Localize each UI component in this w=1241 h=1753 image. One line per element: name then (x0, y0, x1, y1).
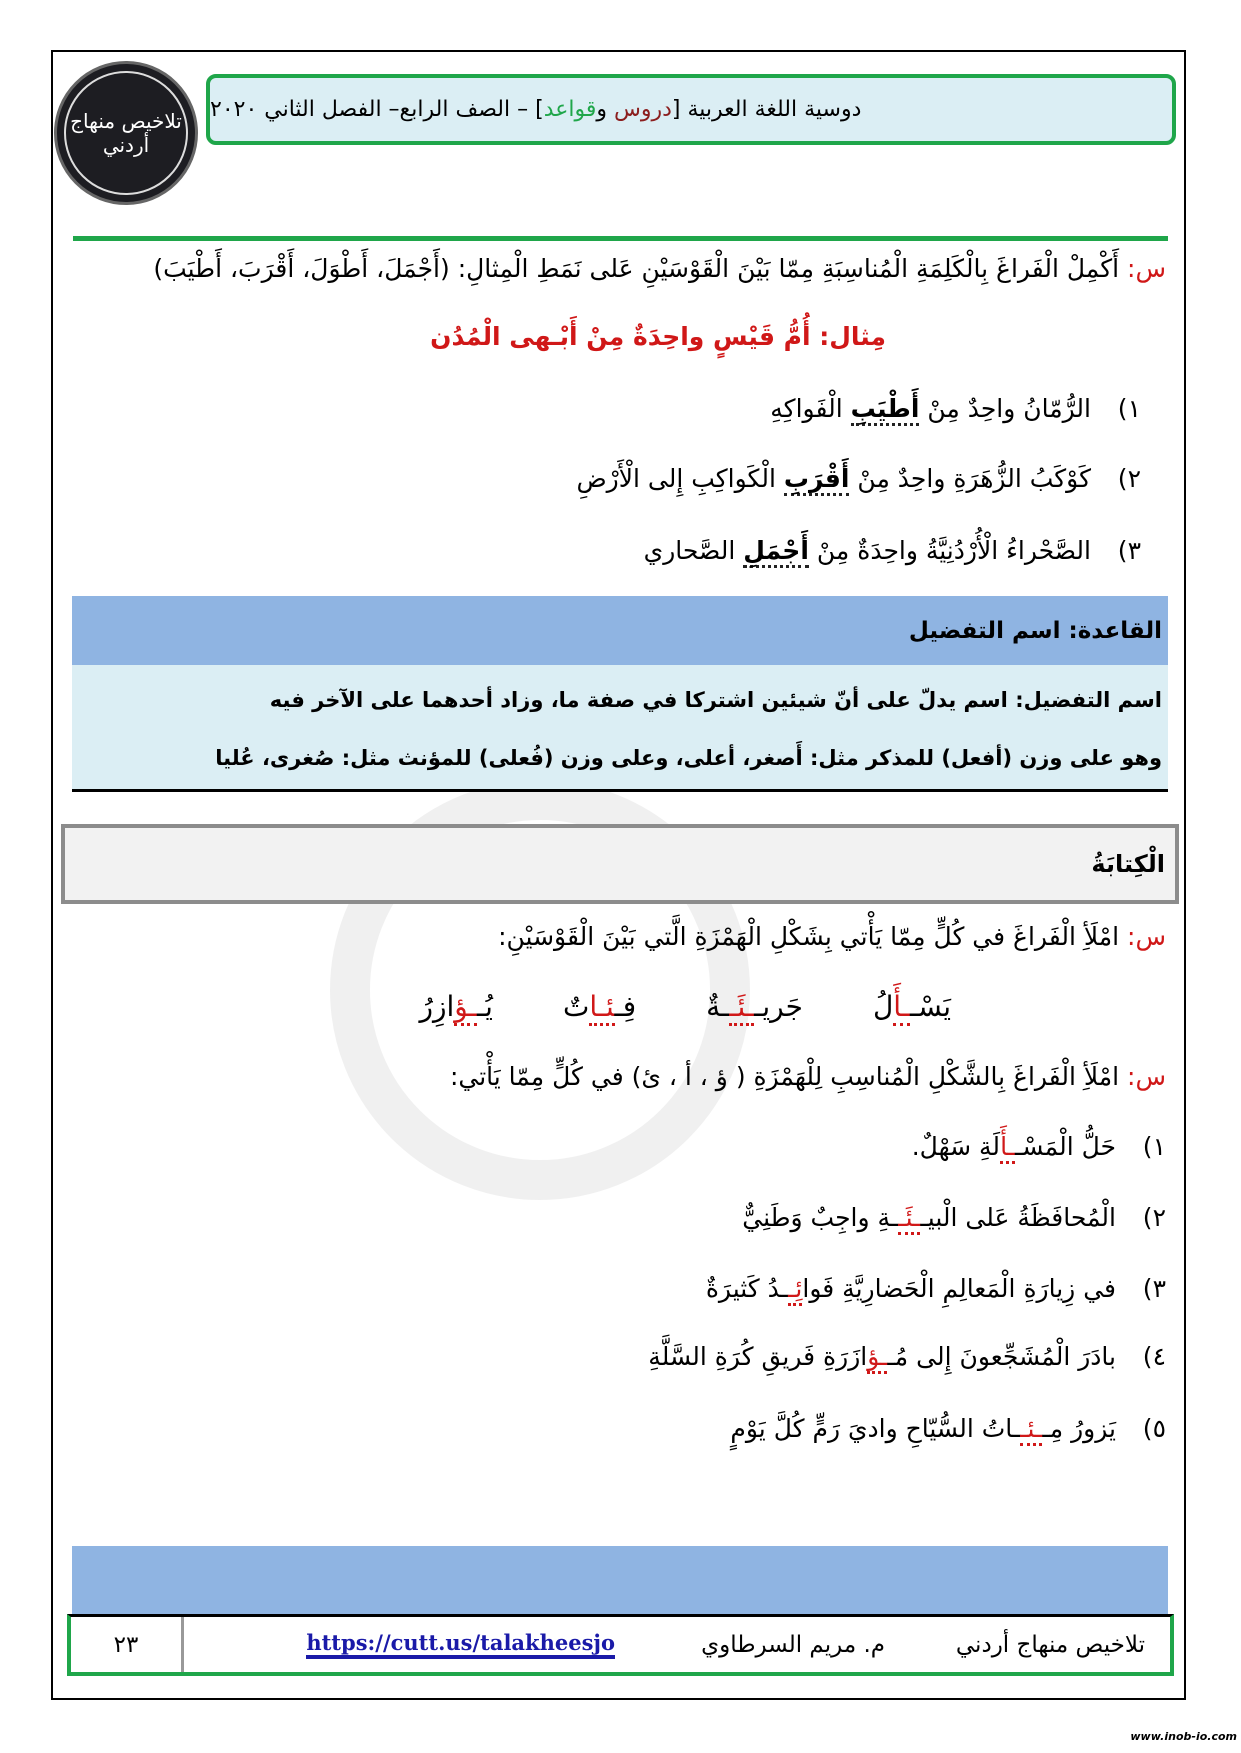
logo-text: تلاخيص منهاج أردني (70, 109, 182, 157)
hamza-word (563, 990, 636, 1023)
item-text: الْفَواكِهِ (770, 394, 851, 423)
list-item (706, 1274, 1166, 1303)
logo (54, 61, 198, 205)
list-item (576, 464, 1141, 493)
item-number: ١) (1142, 1132, 1166, 1161)
hamza-part: ـؤ (867, 1342, 887, 1374)
site-watermark: www.inob-io.com (1130, 1730, 1237, 1743)
item-text: الصَّحاري (643, 536, 744, 565)
hamza-part: ـئَـ (898, 1203, 920, 1235)
item-text: لَةِ سَهْلٌ. (911, 1132, 1001, 1161)
hamza-word (873, 990, 951, 1023)
hamza-part: ـؤ (454, 990, 477, 1026)
hamza-part: ئِـ (788, 1274, 802, 1306)
list-item (730, 1414, 1166, 1443)
item-number: ٢) (1117, 464, 1141, 493)
hamza-part: ـئَـ (729, 990, 754, 1026)
header-title (210, 97, 861, 122)
blue-band (72, 1546, 1168, 1616)
title-text-2: ] – الصف الرابع– الفصل الثاني ٢٠٢٠ (210, 97, 544, 122)
title-red: دروس (613, 97, 672, 122)
item-text: الْمُحافَظَةُ عَلى الْبيـ (920, 1203, 1116, 1232)
item-text: ازَرَةِ فَريقِ كُرَةِ السَّلَّةِ (648, 1342, 868, 1371)
hamza-words (419, 990, 951, 1023)
q-text: أَكْمِلْ الْفَراغَ بِالْكَلِمَةِ الْمُناسِبَةِ مِمّا بَيْنَ الْقَوْسَيْنِ عَلى نَمَطِ الْمِثالِ: (أَجْمَلَ، أَطْوَلَ، أَقْرَبَ، أَطْيَبَ) (153, 254, 1128, 283)
item-text: الصَّحْراءُ الْأُرْدُنِيَّةُ واحِدَةٌ مِنْ (808, 536, 1091, 565)
item-answer: أَقْرَبِ (784, 464, 850, 496)
footer (67, 1614, 1174, 1676)
list-item (648, 1342, 1166, 1371)
item-number: ١) (1117, 394, 1141, 423)
item-text: ـاتُ السُّيّاحِ واديَ رَمٍّ كُلَّ يَوْمٍ (730, 1414, 1021, 1443)
word-part: لُ (872, 990, 894, 1023)
item-text: في زِيارَةِ الْمَعالِمِ الْحَضارِيَّةِ فَوا (802, 1274, 1116, 1303)
rule-line: وهو على وزن (أفعل) للمذكر مثل: أَصغر، أعلى، وعلى وزن (فُعلى) للمؤنث مثل: صُغرى، عُليا (215, 746, 1162, 770)
writing-question-1 (498, 922, 1166, 951)
q-text: امْلَأِ الْفَراغَ بِالشَّكْلِ الْمُناسِبِ لِلْهَمْزَةِ ( ؤ ، أ ، ئ) في كُلٍّ مِمّا يَأْتي: (449, 1062, 1128, 1091)
hamza-part: ـأَ (1000, 1132, 1015, 1164)
word-part: تٌ (562, 990, 590, 1023)
rule-title: القاعدة: اسم التفضيل (72, 596, 1168, 665)
rule-body (72, 665, 1168, 792)
page-number: ٢٣ (71, 1617, 184, 1672)
hamza-part: ئـا (589, 990, 614, 1026)
writing-question-2 (450, 1062, 1166, 1091)
writing-section-title: الْكِتابَةُ (61, 824, 1179, 904)
footer-link[interactable]: https://cutt.us/talakheesjo (306, 1630, 615, 1659)
q-label: س: (1127, 922, 1166, 951)
item-text: حَلُّ الْمَسْـ (1015, 1132, 1116, 1161)
exercise1-question (153, 254, 1166, 283)
item-number: ٢) (1142, 1203, 1166, 1232)
rule-line: اسم التفضيل: اسم يدلّ على أنّ شيئين اشتركا في صفة ما، وزاد أحدهما على الآخر فيه (269, 688, 1162, 712)
item-number: ٣) (1117, 536, 1141, 565)
item-text: بادَرَ الْمُشَجِّعونَ إِلى مُـ (887, 1342, 1116, 1371)
item-text: الْكَواكِبِ إِلى الْأَرْضِ (576, 464, 784, 493)
q-text: امْلَأِ الْفَراغَ في كُلٍّ مِمّا يَأْتي بِشَكْلِ الْهَمْزَةِ الَّتي بَيْنَ الْقَوْسَيْنِ: (498, 922, 1128, 951)
item-text: يَزورُ مِـ (1042, 1414, 1116, 1443)
word-part: ازِرُ (419, 990, 455, 1023)
item-answer: أَطْيَبِ (851, 394, 920, 426)
title-green: قواعد (543, 97, 597, 122)
list-item (912, 1132, 1166, 1161)
word-part: يُـ (476, 990, 493, 1023)
word-part: ـةٌ (706, 990, 730, 1023)
word-part: فِـ (614, 990, 637, 1023)
list-item (742, 1203, 1166, 1232)
item-text: ـةِ واجِبٌ وَطَنِيٌّ (742, 1203, 899, 1232)
list-item (770, 394, 1141, 423)
item-text: الرُّمّانُ واحِدٌ مِنْ (919, 394, 1091, 423)
hamza-part: ـئـ (1020, 1414, 1042, 1446)
item-answer: أَجْمَلِ (743, 536, 809, 568)
header-banner (206, 74, 1176, 145)
divider (73, 236, 1168, 241)
title-text: دوسية اللغة العربية [ (671, 97, 862, 122)
hamza-word (706, 990, 803, 1023)
item-number: ٣) (1142, 1274, 1166, 1303)
item-text: ـدُ كَثيرَةٌ (705, 1274, 789, 1303)
q-label: س: (1127, 1062, 1166, 1091)
list-item (644, 536, 1141, 565)
word-part: جَريـ (754, 990, 803, 1023)
word-part: يَسْـ (910, 990, 951, 1023)
footer-author: م. مريم السرطاوي (701, 1631, 885, 1658)
footer-title: تلاخيص منهاج أردني (955, 1631, 1145, 1658)
hamza-part: ـأَ (893, 990, 910, 1026)
title-and: و (596, 97, 614, 122)
example: مِثال: أُمُّ قَيْسٍ واحِدَةٌ مِنْ أَبْـهى الْمُدُن (430, 322, 886, 351)
item-number: ٤) (1142, 1342, 1166, 1371)
item-number: ٥) (1142, 1414, 1166, 1443)
q-label: س: (1127, 254, 1166, 283)
item-text: كَوْكَبُ الزُّهَرَةِ واحِدٌ مِنْ (849, 464, 1091, 493)
hamza-word (419, 990, 493, 1023)
